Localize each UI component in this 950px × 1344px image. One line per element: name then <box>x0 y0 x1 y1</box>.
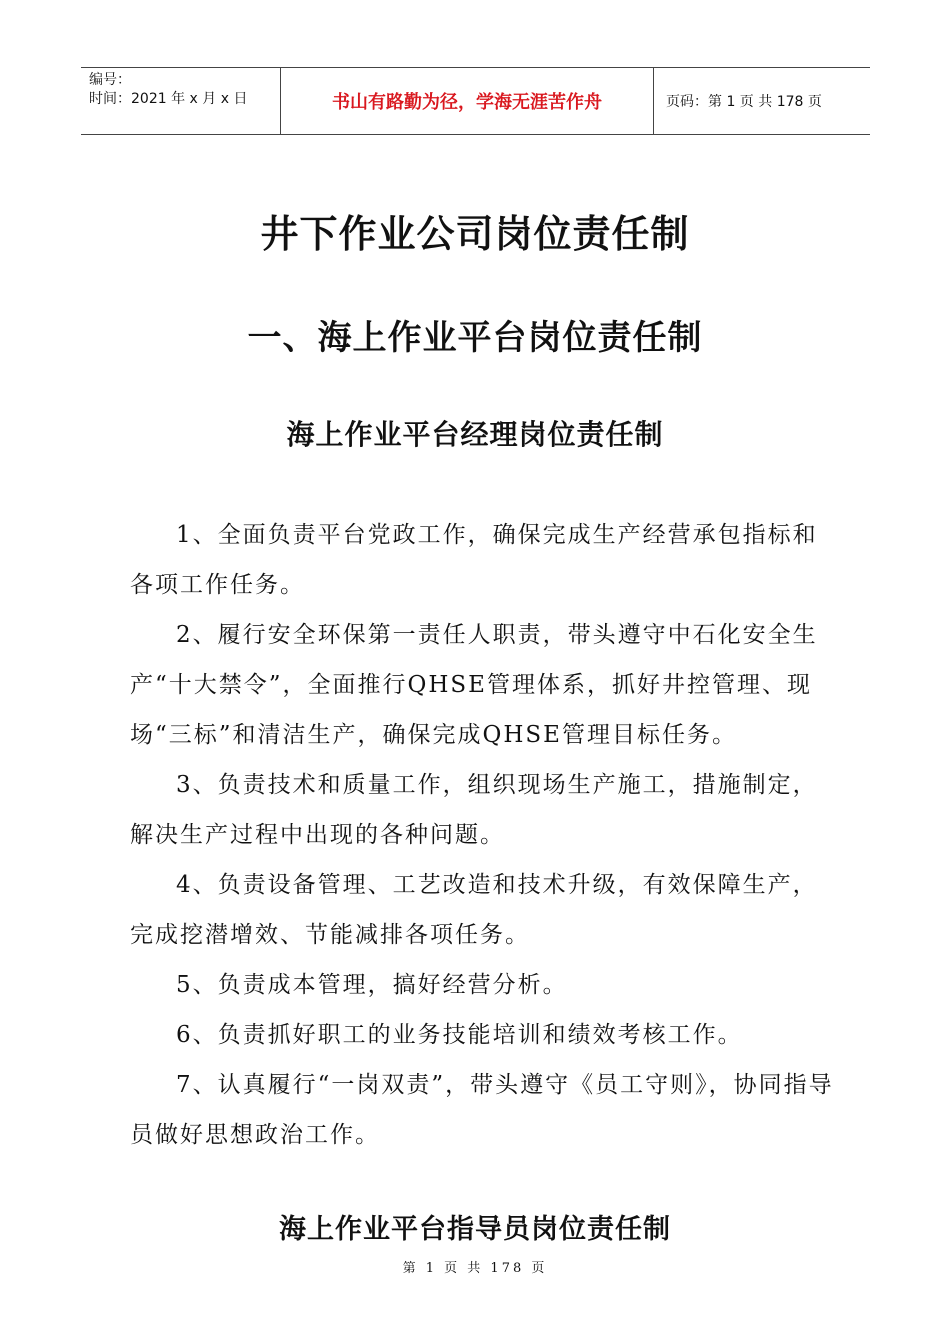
paragraph: 5、负责成本管理，搞好经营分析。 <box>176 972 568 998</box>
document-number-label: 编号： <box>89 72 131 88</box>
header-page-info: 页码：第 1 页 共 178 页 <box>666 94 822 110</box>
header-slogan: 书山有路勤为径，学海无涯苦作舟 <box>281 68 654 134</box>
paragraph: 4、负责设备管理、工艺改造和技术升级，有效保障生产，完成挖潜增效、节能减排各项任务。 <box>130 872 818 948</box>
paragraph: 7、认真履行“一岗双责”，带头遵守《员工守则》，协同指导员做好思想政治工作。 <box>130 1072 834 1148</box>
header-meta-cell <box>81 68 281 134</box>
document-time-label: 时间：2021 年 x 月 x 日 <box>89 91 248 107</box>
paragraph: 2、履行安全环保第一责任人职责，带头遵守中石化安全生产“十大禁令”，全面推行QHSE管理体系，抓好井控管理、现场“三标”和清洁生产，确保完成QHSE管理目标任务。 <box>130 622 818 748</box>
next-subsection-title: 海上作业平台指导员岗位责任制 <box>279 1214 671 1245</box>
page-header <box>81 67 870 135</box>
section-title: 一、海上作业平台岗位责任制 <box>247 318 703 358</box>
paragraph: 1、全面负责平台党政工作，确保完成生产经营承包指标和各项工作任务。 <box>130 522 818 598</box>
document-body <box>130 510 835 1160</box>
document-title: 井下作业公司岗位责任制 <box>260 211 690 256</box>
paragraph: 6、负责抓好职工的业务技能培训和绩效考核工作。 <box>176 1022 743 1048</box>
page-footer: 第 1 页 共 178 页 <box>402 1261 548 1276</box>
paragraph: 3、负责技术和质量工作，组织现场生产施工，措施制定，解决生产过程中出现的各种问题。 <box>130 772 818 848</box>
subsection-title: 海上作业平台经理岗位责任制 <box>286 418 664 451</box>
